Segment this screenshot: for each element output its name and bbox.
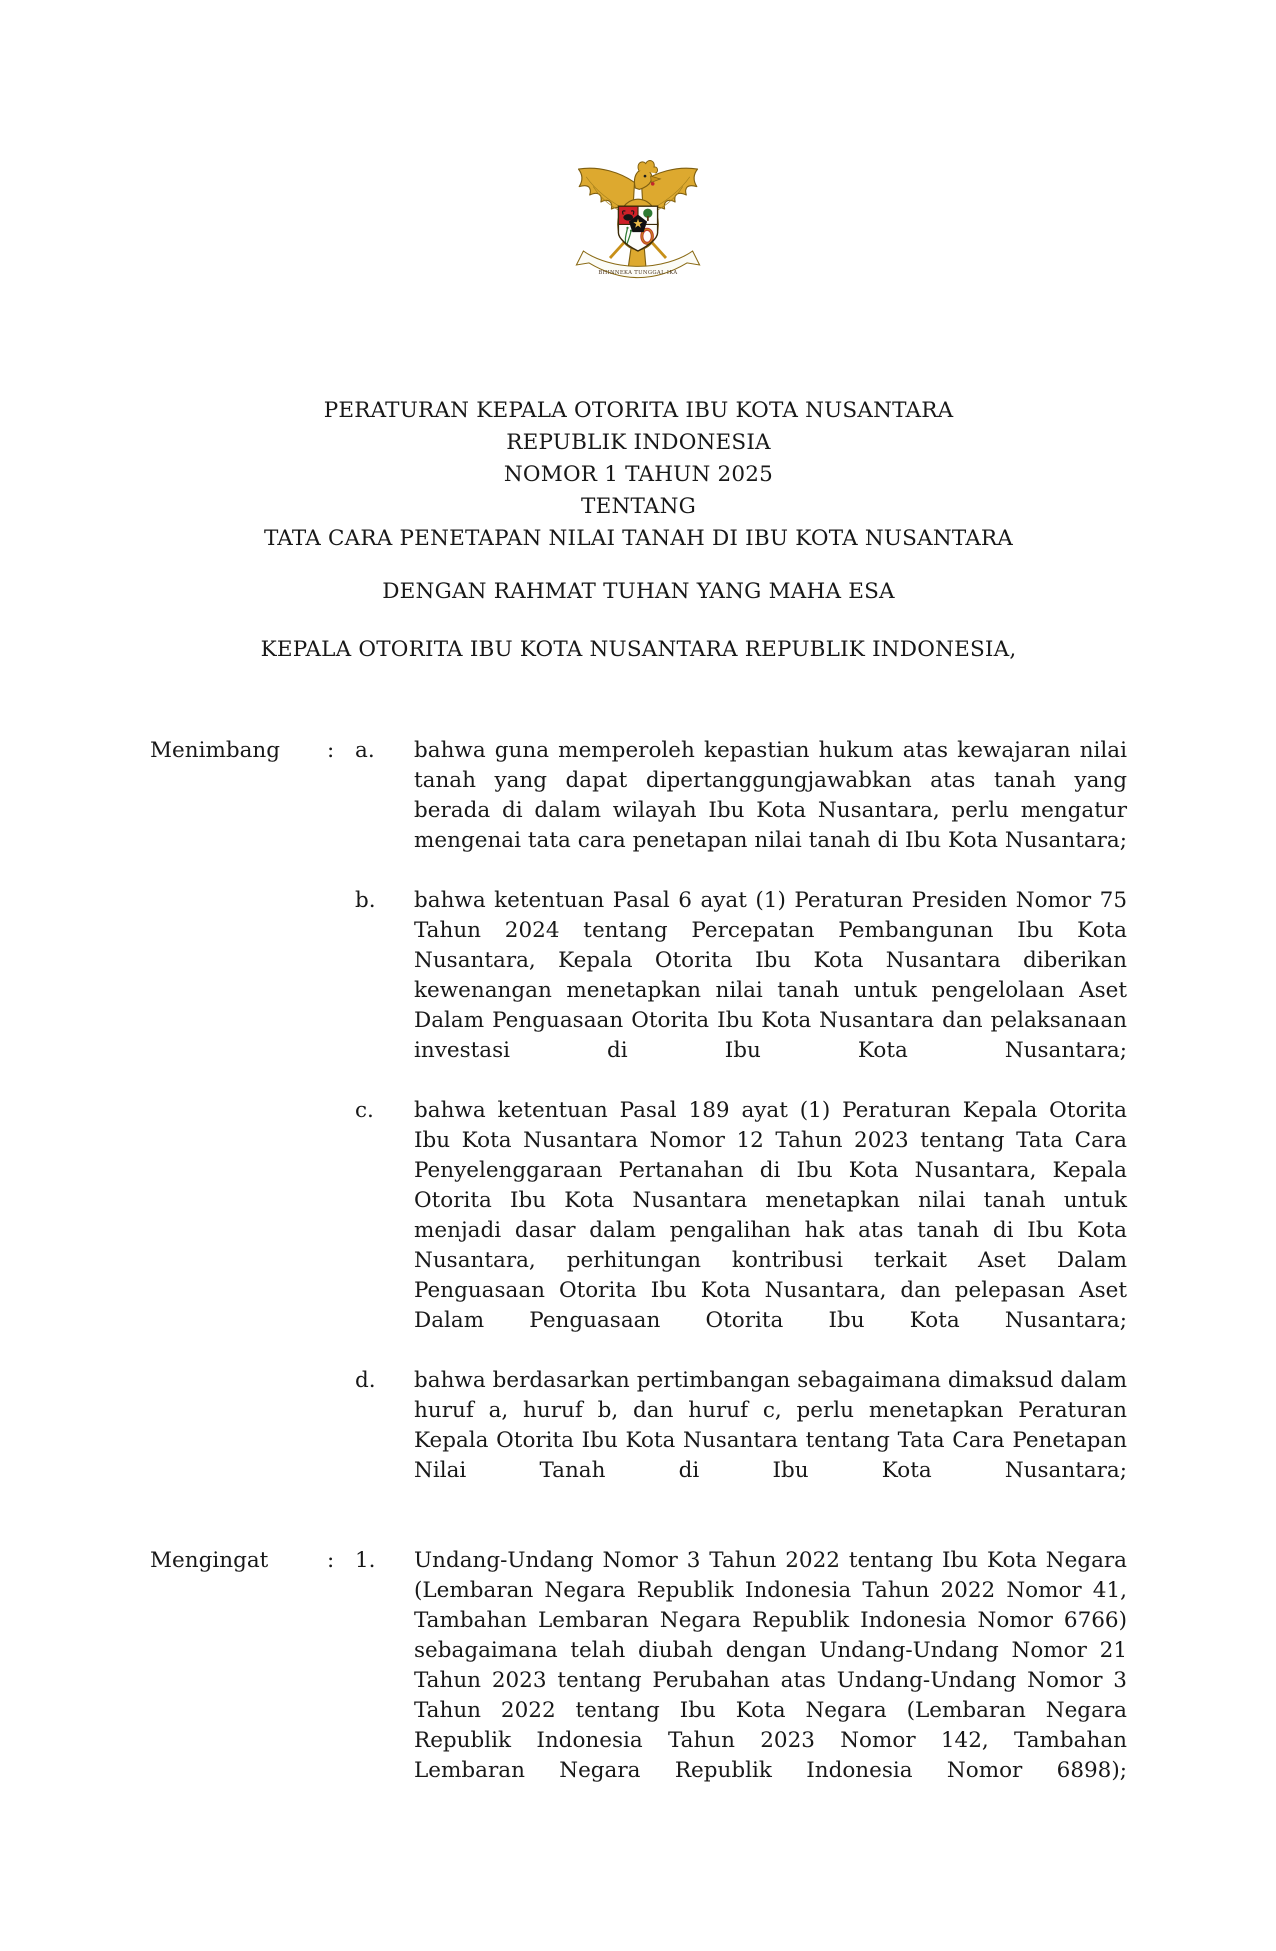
title-line-1: PERATURAN KEPALA OTORITA IBU KOTA NUSANTARA: [323, 398, 954, 423]
section-label: Menimbang: [150, 738, 281, 763]
section-label: Mengingat: [150, 1548, 269, 1573]
item-marker: d.: [355, 1368, 376, 1393]
title-line-5: TATA CARA PENETAPAN NILAI TANAH DI IBU KOTA NUSANTARA: [263, 526, 1014, 551]
mengingat-item-1: [150, 1546, 1127, 1816]
item-text: bahwa ketentuan Pasal 189 ayat (1) Peraturan Kepala Otorita Ibu Kota Nusantara Nomor 12 Tahun 2023 tentang Tata Cara Penyelenggaraan Pertanahan di Ibu Kota Nusantara, Kepala Otorita Ibu Kota Nusantara menetapkan nilai tanah untuk menjadi dasar dalam pengalihan hak atas tanah di Ibu Kota Nusantara, perhitungan kontribusi terkait Aset Dalam Penguasaan Otorita Ibu Kota Nusantara, dan pelepasan Aset Dalam Penguasaan Otorita Ibu Kota Nusantara;: [414, 1098, 1127, 1333]
section-menimbang: [150, 736, 1127, 1516]
section-mengingat: [150, 1546, 1127, 1816]
document-body: [0, 395, 1276, 1816]
menimbang-item-c: [150, 1096, 1127, 1366]
emblem-container: [0, 0, 1276, 279]
garuda-pancasila-emblem-icon: [568, 146, 708, 279]
title-line-3: NOMOR 1 TAHUN 2025: [503, 462, 774, 487]
document-title-block: [150, 395, 1127, 555]
emblem-motto-text: BHINNEKA TUNGGAL IKA: [598, 270, 678, 277]
section-colon: :: [327, 738, 335, 763]
item-marker: 1.: [355, 1548, 376, 1573]
title-line-2: REPUBLIK INDONESIA: [506, 430, 771, 455]
item-text: bahwa guna memperoleh kepastian hukum atas kewajaran nilai tanah yang dapat dipertanggungjawabkan atas tanah yang berada di dalam wilayah Ibu Kota Nusantara, perlu mengatur mengenai tata cara penetapan nilai tanah di Ibu Kota Nusantara;: [414, 738, 1127, 853]
invocation-line: DENGAN RAHMAT TUHAN YANG MAHA ESA: [382, 579, 895, 604]
menimbang-item-a: [150, 736, 1127, 886]
addressee-line: KEPALA OTORITA IBU KOTA NUSANTARA REPUBLIK INDONESIA,: [260, 637, 1017, 662]
item-marker: c.: [355, 1098, 374, 1123]
section-colon: :: [327, 1548, 335, 1573]
item-text: bahwa berdasarkan pertimbangan sebagaimana dimaksud dalam huruf a, huruf b, dan huruf c, perlu menetapkan Peraturan Kepala Otorita Ibu Kota Nusantara tentang Tata Cara Penetapan Nilai Tanah di Ibu Kota Nusantara;: [414, 1368, 1127, 1483]
menimbang-item-d: [150, 1366, 1127, 1516]
item-marker: a.: [355, 738, 375, 763]
menimbang-item-b: [150, 886, 1127, 1096]
title-line-4: TENTANG: [581, 494, 696, 519]
item-text: Undang-Undang Nomor 3 Tahun 2022 tentang Ibu Kota Negara (Lembaran Negara Republik Indonesia Tahun 2022 Nomor 41, Tambahan Lembaran Negara Republik Indonesia Nomor 6766) sebagaimana telah diubah dengan Undang-Undang Nomor 21 Tahun 2023 tentang Perubahan atas Undang-Undang Nomor 3 Tahun 2022 tentang Ibu Kota Negara (Lembaran Negara Republik Indonesia Tahun 2023 Nomor 142, Tambahan Lembaran Negara Republik Indonesia Nomor 6898);: [414, 1548, 1127, 1783]
item-marker: b.: [355, 888, 376, 913]
item-text: bahwa ketentuan Pasal 6 ayat (1) Peraturan Presiden Nomor 75 Tahun 2024 tentang Percepatan Pembangunan Ibu Kota Nusantara, Kepala Otorita Ibu Kota Nusantara diberikan kewenangan menetapkan nilai tanah untuk pengelolaan Aset Dalam Penguasaan Otorita Ibu Kota Nusantara dan pelaksanaan investasi di Ibu Kota Nusantara;: [414, 888, 1127, 1063]
